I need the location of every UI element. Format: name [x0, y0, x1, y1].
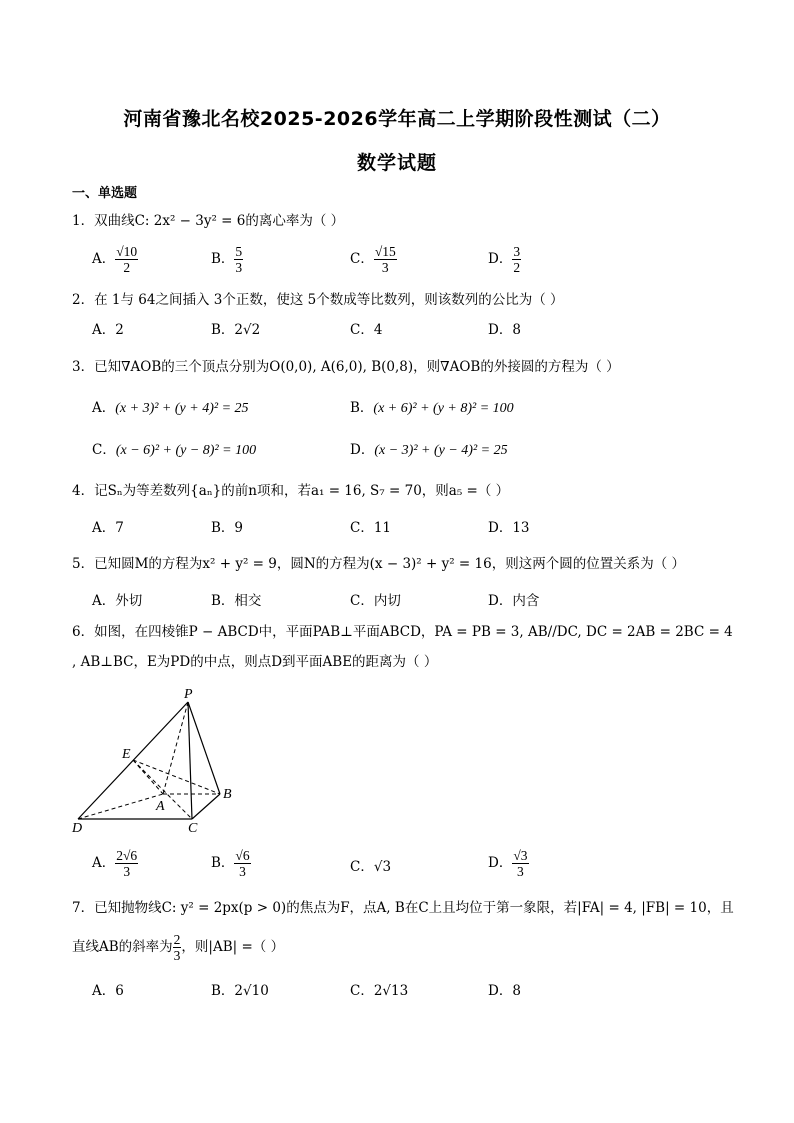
q7-option-b: B．2√10 [211, 983, 269, 999]
q5-option-c: C．内切 [350, 593, 401, 609]
page-subtitle: 数学试题 [356, 152, 437, 174]
option-label: A． [92, 251, 116, 267]
q7-option-c: C．2√13 [350, 983, 409, 999]
option-label: B． [211, 251, 235, 267]
q4-option-c: C．11 [350, 520, 392, 536]
q1-option-b [211, 244, 243, 275]
q1-option-a [92, 244, 138, 275]
question-7-stem-line1: 7．已知抛物线C: y² = 2px(p > 0)的焦点为F，点A, B在C上且均位于第一象限，若|FA| = 4, |FB| = 10，且 [72, 900, 734, 916]
page-title: 河南省豫北名校2025-2026学年高二上学期阶段性测试（二） [123, 108, 671, 130]
edge-da [78, 794, 163, 819]
slope-fraction: $\frac{2}{3}$ [173, 932, 181, 963]
q2-option-d: D．8 [488, 322, 521, 338]
fraction: $\frac{√15}{3}$ [374, 244, 396, 275]
q6-option-d: D． $\frac{√3}{3}$ [488, 848, 528, 879]
question-4-stem: 4．记Sₙ为等差数列{aₙ}的前n项和，若a₁ = 16, S₇ = 70，则a₅ =（ ） [72, 483, 510, 499]
question-6-stem-line1: 6．如图，在四棱锥P − ABCD中，平面PAB⊥平面ABCD，PA = PB = 3, AB//DC, DC = 2AB = 2BC = 4 [72, 624, 733, 640]
option-label: D． [488, 251, 513, 267]
label-a: A [156, 799, 165, 814]
q2-option-c: C．4 [350, 322, 383, 338]
q4-option-d: D．13 [488, 520, 530, 536]
q5-option-d: D．内含 [488, 593, 540, 609]
label-c: C [188, 821, 198, 834]
question-1-stem: 1．双曲线C: 2x² − 3y² = 6的离心率为（ ） [72, 213, 345, 229]
label-d: D [72, 821, 83, 834]
fraction: $\frac{√10}{2}$ [116, 244, 138, 275]
edge-eb [133, 760, 220, 794]
q7-option-a: A．6 [92, 983, 124, 999]
edge-ea [133, 760, 163, 794]
q3-option-a: A．(x + 3)² + (y + 4)² = 25 [92, 400, 249, 416]
q5-option-b: B．相交 [211, 593, 262, 609]
question-5-stem: 5．已知圆M的方程为x² + y² = 9，圆N的方程为(x − 3)² + y² = 16，则这两个圆的位置关系为（ ） [72, 556, 686, 572]
label-p: P [184, 687, 193, 702]
question-6-stem-line2: , AB⊥BC，E为PD的中点，则点D到平面ABE的距离为（ ） [72, 654, 438, 670]
fraction: $\frac{3}{2}$ [513, 244, 521, 275]
pyramid-figure [70, 686, 250, 834]
edge-cb [192, 794, 220, 819]
q1-option-c [350, 244, 397, 275]
label-b: B [223, 787, 232, 802]
question-3-stem: 3．已知∇AOB的三个顶点分别为O(0,0), A(6,0), B(0,8)，则∇AOB的外接圆的方程为（ ） [72, 359, 620, 375]
edge-pb [188, 702, 220, 794]
fraction: $\frac{√6}{3}$ [235, 848, 250, 879]
section-heading: 一、单选题 [72, 186, 138, 201]
q2-option-a: A．2 [92, 322, 124, 338]
q6-option-b: B． $\frac{√6}{3}$ [211, 848, 250, 879]
fraction: $\frac{√3}{3}$ [513, 848, 528, 879]
q3-option-d: D．(x − 3)² + (y − 4)² = 25 [350, 442, 508, 458]
q7-option-d: D．8 [488, 983, 521, 999]
edge-pc [188, 702, 192, 819]
q6-option-c: C．√3 [350, 859, 392, 875]
q5-option-a: A．外切 [92, 593, 143, 609]
q3-option-b: B．(x + 6)² + (y + 8)² = 100 [350, 400, 514, 416]
question-7-stem-line2: 直线AB的斜率为 $\frac{2}{3}$ ，则|AB| =（ ） [72, 932, 285, 963]
option-label: C． [350, 251, 374, 267]
q4-option-b: B．9 [211, 520, 244, 536]
q4-option-a: A．7 [92, 520, 124, 536]
label-e: E [122, 747, 131, 762]
fraction: $\frac{5}{3}$ [235, 244, 243, 275]
question-2-stem: 2．在 1与 64之间插入 3个正数，使这 5个数成等比数列，则该数列的公比为（ ） [72, 292, 564, 308]
q3-option-c: C．(x − 6)² + (y − 8)² = 100 [92, 442, 257, 458]
q2-option-b: B．2√2 [211, 322, 261, 338]
q1-option-d [488, 244, 521, 275]
fraction: $\frac{2√6}{3}$ [116, 848, 138, 879]
q6-option-a: A． $\frac{2√6}{3}$ [92, 848, 138, 879]
